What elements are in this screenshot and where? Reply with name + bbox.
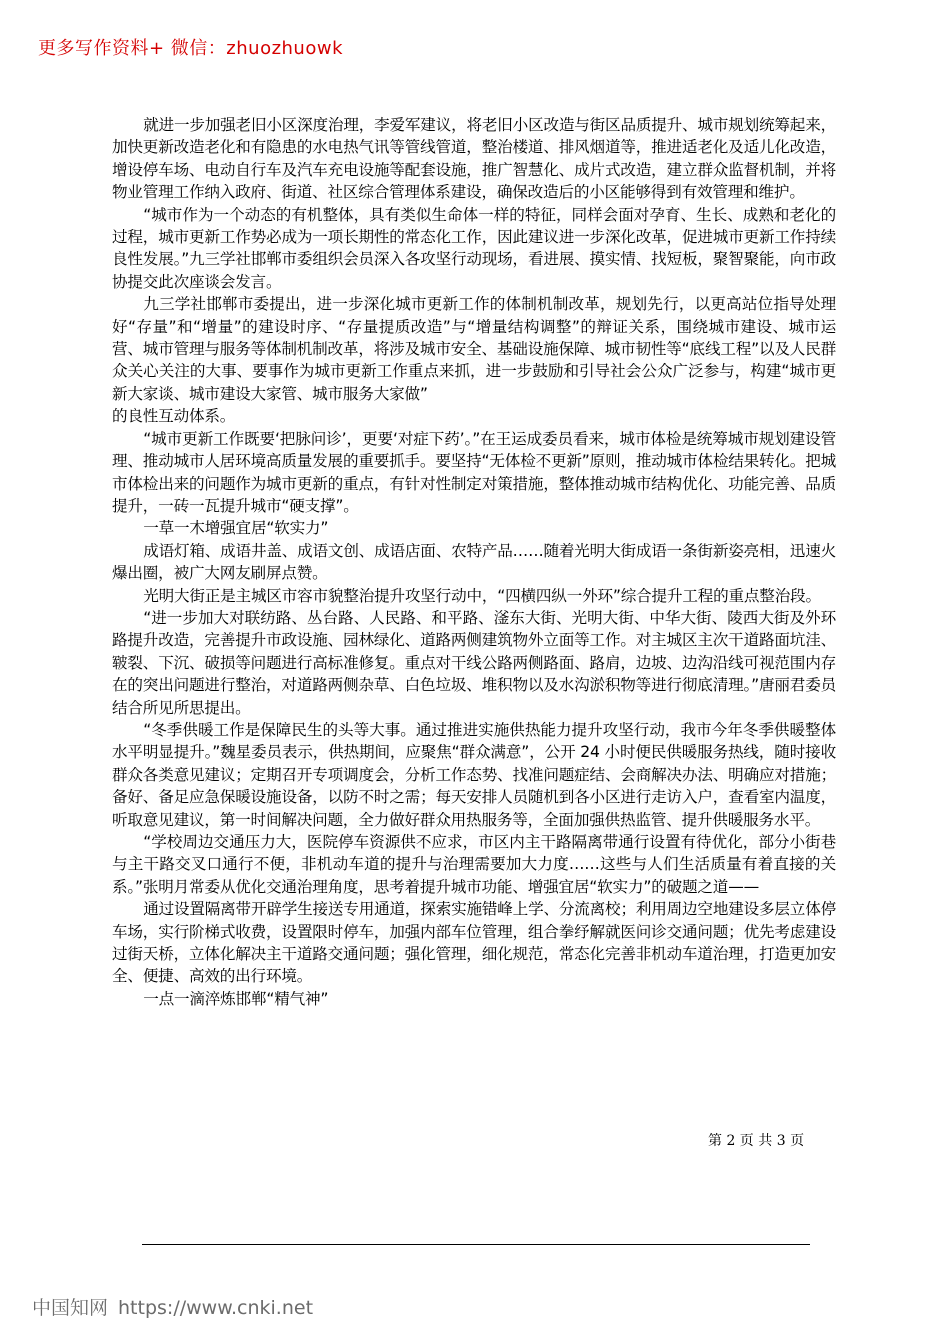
cnki-watermark <box>32 1293 313 1320</box>
header-banner[interactable]: 更多写作资料+ 微信：zhuozhuowk <box>38 38 344 59</box>
paragraph: 九三学社邯郸市委提出，进一步深化城市更新工作的体制机制改革，规划先行，以更高站位指导处理好“存量”和“增量”的建设时序、“存量提质改造”与“增量结构调整”的辩证关系，围绕城市建设、城市运营、城市管理与服务等体制机制改革，将涉及城市安全、基础设施保障、城市韧性等“底线工程”以及人民群众关心关注的大事、要事作为城市更新工作重点来抓，进一步鼓励和引导社会公众广泛参与，构建“城市更新大家谈、城市建设大家管、城市服务大家做” <box>112 295 836 403</box>
watermark-url[interactable]: https://www.cnki.net <box>118 1297 314 1319</box>
paragraph: “进一步加大对联纺路、丛台路、人民路、和平路、滏东大街、光明大街、中华大街、陵西大街及外环路提升改造，完善提升市政设施、园林绿化、道路两侧建筑物外立面等工作。对主城区主次干道路面坑洼、皲裂、下沉、破损等问题进行高标准修复。重点对干线公路两侧路面、路肩，边坡、边沟沿线可视范围内存在的突出问题进行整治，对道路两侧杂草、白色垃圾、堆积物以及水沟淤积物等进行彻底清理。”唐丽君委员结合所见所思提出。 <box>112 608 836 717</box>
paragraph: “冬季供暖工作是保障民生的头等大事。通过推进实施供热能力提升攻坚行动，我市今年冬季供暖整体水平明显提升。”魏星委员表示，供热期间，应聚焦“群众满意”，公开 24 小时便民供暖服务热线，随时接收群众各类意见建议；定期召开专项调度会，分析工作态势、找准问题症结、会商解决办法、明确应对措施；备好、备足应急保暖设施设备，以防不时之需；每天安排人员随机到各小区进行走访入户，查看室内温度，听取意见建议，第一时间解决问题，全力做好群众用热服务等，全面加强供热监管、提升供暖服务水平。 <box>112 720 836 829</box>
paragraph: 光明大街正是主城区市容市貌整治提升攻坚行动中，“四横四纵一外环”综合提升工程的重点整治段。 <box>143 586 821 605</box>
paragraph: “城市作为一个动态的有机整体，具有类似生命体一样的特征，同样会面对孕育、生长、成熟和老化的过程，城市更新工作势必成为一项长期性的常态化工作，因此建议进一步深化改革，促进城市更新工作持续良性发展。”九三学社邯郸市委组织会员深入各攻坚行动现场，看进展、摸实情、找短板，聚智聚能，向市政协提交此次座谈会发言。 <box>112 205 836 291</box>
paragraph: 通过设置隔离带开辟学生接送专用通道，探索实施错峰上学、分流离校；利用周边空地建设多层立体停车场，实行阶梯式收费，设置限时停车，加强内部车位管理，组合拳纾解就医问诊交通问题；优先考虑建设过街天桥，立体化解决主干道路交通问题；强化管理，细化规范，常态化完善非机动车道治理，打造更加安全、便捷、高效的出行环境。 <box>112 900 836 986</box>
paragraph: 的良性互动体系。 <box>112 407 236 426</box>
page-number: 第 2 页 共 3 页 <box>708 1133 805 1149</box>
paragraph: 就进一步加强老旧小区深度治理，李爱军建议，将老旧小区改造与街区品质提升、城市规划统筹起来，加快更新改造老化和有隐患的水电热气讯等管线管道，整治楼道、排风烟道等，推进适老化及适儿化改造，增设停车场、电动自行车及汽车充电设施等配套设施，推广智慧化、成片式改造，建立群众监督机制，并将物业管理工作纳入政府、街道、社区综合管理体系建设，确保改造后的小区能够得到有效管理和维护。 <box>112 116 836 202</box>
watermark-brand: 中国知网 <box>32 1297 109 1319</box>
section-heading: 一草一木增强宜居“软实力” <box>143 519 329 538</box>
footer-divider <box>142 1244 810 1245</box>
paragraph: “城市更新工作既要‘把脉问诊’，更要‘对症下药’。”在王运成委员看来，城市体检是统筹城市规划建设管理、推动城市人居环境高质量发展的重要抓手。要坚持“无体检不更新”原则，推动城市体检结果转化。把城市体检出来的问题作为城市更新的重点，有针对性制定对策措施，整体推动城市结构优化、功能完善、品质提升，一砖一瓦提升城市“硬支撑”。 <box>112 429 836 515</box>
section-heading: 一点一滴淬炼邯郸“精气神” <box>143 989 329 1008</box>
paragraph: 成语灯箱、成语井盖、成语文创、成语店面、农特产品……随着光明大街成语一条街新姿亮相，迅速火爆出圈，被广大网友刷屏点赞。 <box>112 541 836 583</box>
article-body <box>112 114 836 1010</box>
paragraph: “学校周边交通压力大，医院停车资源供不应求，市区内主干路隔离带通行设置有待优化，部分小街巷与主干路交叉口通行不便，非机动车道的提升与治理需要加大力度……这些与人们生活质量有着直接的关系。”张明月常委从优化交通治理角度，思考着提升城市功能、增强宜居“软实力”的破题之道—— <box>112 833 836 896</box>
